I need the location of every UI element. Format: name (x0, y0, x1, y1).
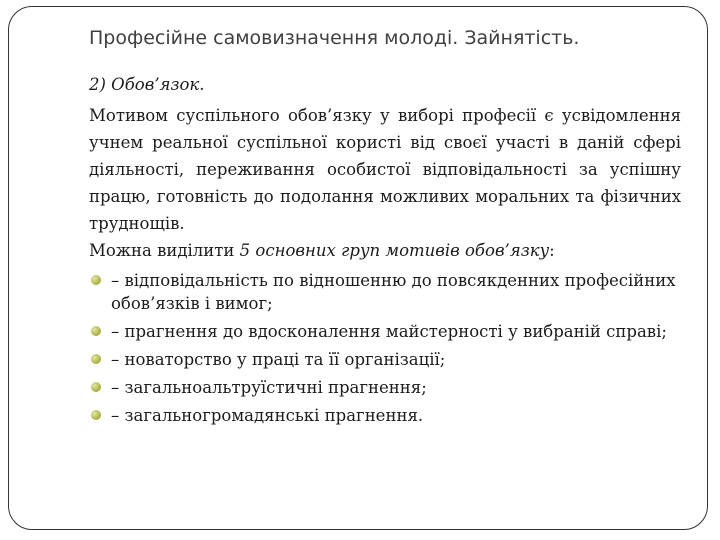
slide-frame (8, 6, 708, 530)
list-item-text: – загальногромадянські прагнення. (111, 406, 424, 425)
lead-emphasis: 5 основних груп мотивів обов’язку (239, 241, 550, 260)
bullet-icon (91, 410, 101, 420)
slide-title: Професійне самовизначення молоді. Зайнятість. (89, 27, 580, 49)
list-item (89, 269, 681, 315)
list-item (89, 320, 681, 343)
lead-suffix: : (549, 241, 555, 260)
bullet-icon (91, 275, 101, 285)
list-item-text: – прагнення до вдосконалення майстерності у вибраній справі; (111, 322, 667, 341)
body-paragraph: Мотивом суспільного обов’язку у виборі професії є усвідомлення учнем реальної суспільної користі від своєї участі в даній сфері діяльності, переживання особистої відповідальності за успішну працю, готовність до подолання можливих моральних та фізичних труднощів. (89, 106, 681, 233)
lead-sentence (89, 237, 681, 264)
subheading: 2) Обов’язок. (89, 75, 205, 94)
list-item (89, 376, 681, 399)
list-item (89, 348, 681, 371)
bullet-icon (91, 326, 101, 336)
list-item-text: – відповідальність по відношенню до повсякденних професійних обов’язків і вимог; (111, 271, 676, 313)
bullet-icon (91, 354, 101, 364)
lead-prefix: Можна виділити (89, 241, 240, 260)
list-item-text: – загальноальтруїстичні прагнення; (111, 378, 427, 397)
bullet-icon (91, 382, 101, 392)
list-item (89, 404, 681, 427)
slide-content (89, 71, 681, 427)
motive-list (89, 269, 681, 427)
list-item-text: – новаторство у праці та її організації; (111, 350, 446, 369)
